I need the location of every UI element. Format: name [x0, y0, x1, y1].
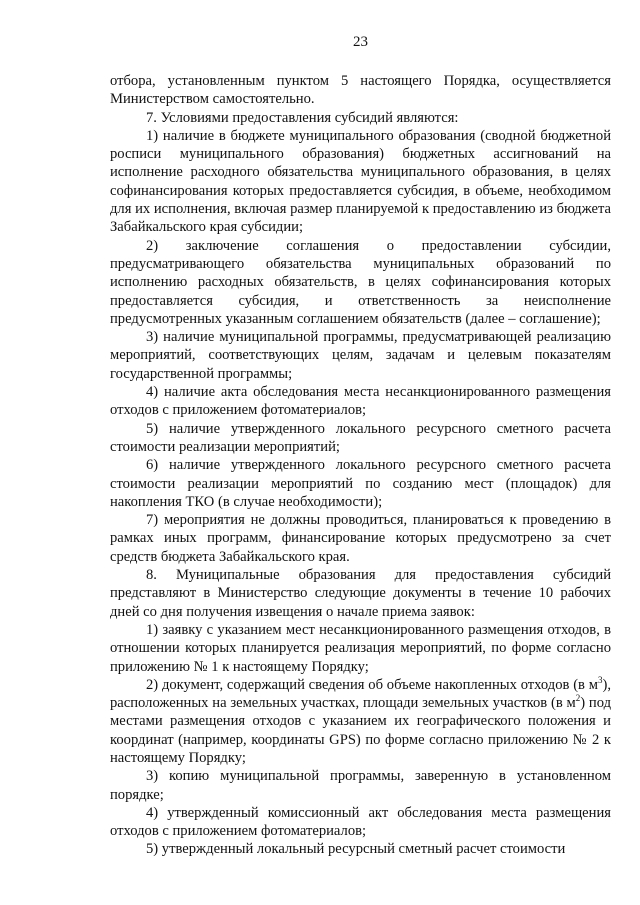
clause-8-heading: 8. Муниципальные образования для предоставления субсидий представляют в Министерство следующие документы в течение 10 рабочих дней со дня получения извещения о начале приема заявок: [110, 567, 611, 620]
clause-7-item-5: 5) наличие утвержденного локального ресурсного сметного расчета стоимости реализации мероприятий; [110, 420, 611, 455]
clause-7-item-1: 1) наличие в бюджете муниципального образования (сводной бюджетной росписи муниципального образования) бюджетных ассигнований на исполнение расходного обязательства муниципального образования, в целях софинансирования которых предоставляется субсидия, в объеме, необходимом для их исполнения, включая размер планируемой к предоставлению из бюджета Забайкальского края субсидии; [110, 127, 611, 236]
square-superscript: 2 [575, 693, 581, 704]
clause-7-item-2: 2) заключение соглашения о предоставлении субсидии, предусматривающего обязательства муниципальных образований по исполнению расходных обязательств, в целях софинансирования которых предоставляется субсидия, и ответственность за неисполнение предусмотренных указанным соглашением обязательств (далее – соглашение); [110, 237, 611, 327]
clause-7-item-3: 3) наличие муниципальной программы, предусматривающей реализацию мероприятий, соответствующих целям, задачам и целевым показателям государственной программы; [110, 329, 611, 382]
clause-7-item-7: 7) мероприятия не должны проводиться, планироваться к проведению в рамках иных программ, финансирование которых предусмотрено за счет средств бюджета Забайкальского края. [110, 512, 611, 565]
clause-8-item-2-part-b: ), расположенных на земельных участках, площади земельных участков (в м [110, 676, 611, 712]
page-number: 23 [353, 34, 368, 50]
clause-8-item-2-part-a: 2) документ, содержащий сведения об объеме накопленных отходов (в м [146, 676, 598, 693]
clause-8-item-5: 5) утвержденный локальный ресурсный сметный расчет стоимости [146, 841, 566, 858]
paragraph-continuation: отбора, установленным пунктом 5 настоящего Порядка, осуществляется Министерством самостоятельно. [110, 73, 611, 108]
clause-7-item-6: 6) наличие утвержденного локального ресурсного сметного расчета стоимости реализации мероприятий по созданию мест (площадок) для накопления ТКО (в случае необходимости); [110, 457, 611, 510]
clause-7-item-4: 4) наличие акта обследования места несанкционированного размещения отходов с приложением фотоматериалов; [110, 384, 611, 419]
clause-8-item-2 [110, 676, 611, 767]
clause-7-heading: 7. Условиями предоставления субсидий являются: [146, 109, 459, 126]
cubic-superscript: 3 [597, 674, 603, 685]
clause-8-item-2-part-c: ) под местами размещения отходов с указанием их географического положения и координат (например, координаты GPS) по форме согласно приложению № 2 к настоящему Порядку; [110, 695, 611, 766]
clause-8-item-3: 3) копию муниципальной программы, заверенную в установленном порядке; [110, 768, 611, 803]
document-body [110, 72, 611, 859]
clause-8-item-4: 4) утвержденный комиссионный акт обследования места размещения отходов с приложением фотоматериалов; [110, 804, 611, 840]
clause-8-item-1: 1) заявку с указанием мест несанкционированного размещения отходов, в отношении которых планируется реализация мероприятий, по форме согласно приложению № 1 к настоящему Порядку; [110, 621, 611, 675]
